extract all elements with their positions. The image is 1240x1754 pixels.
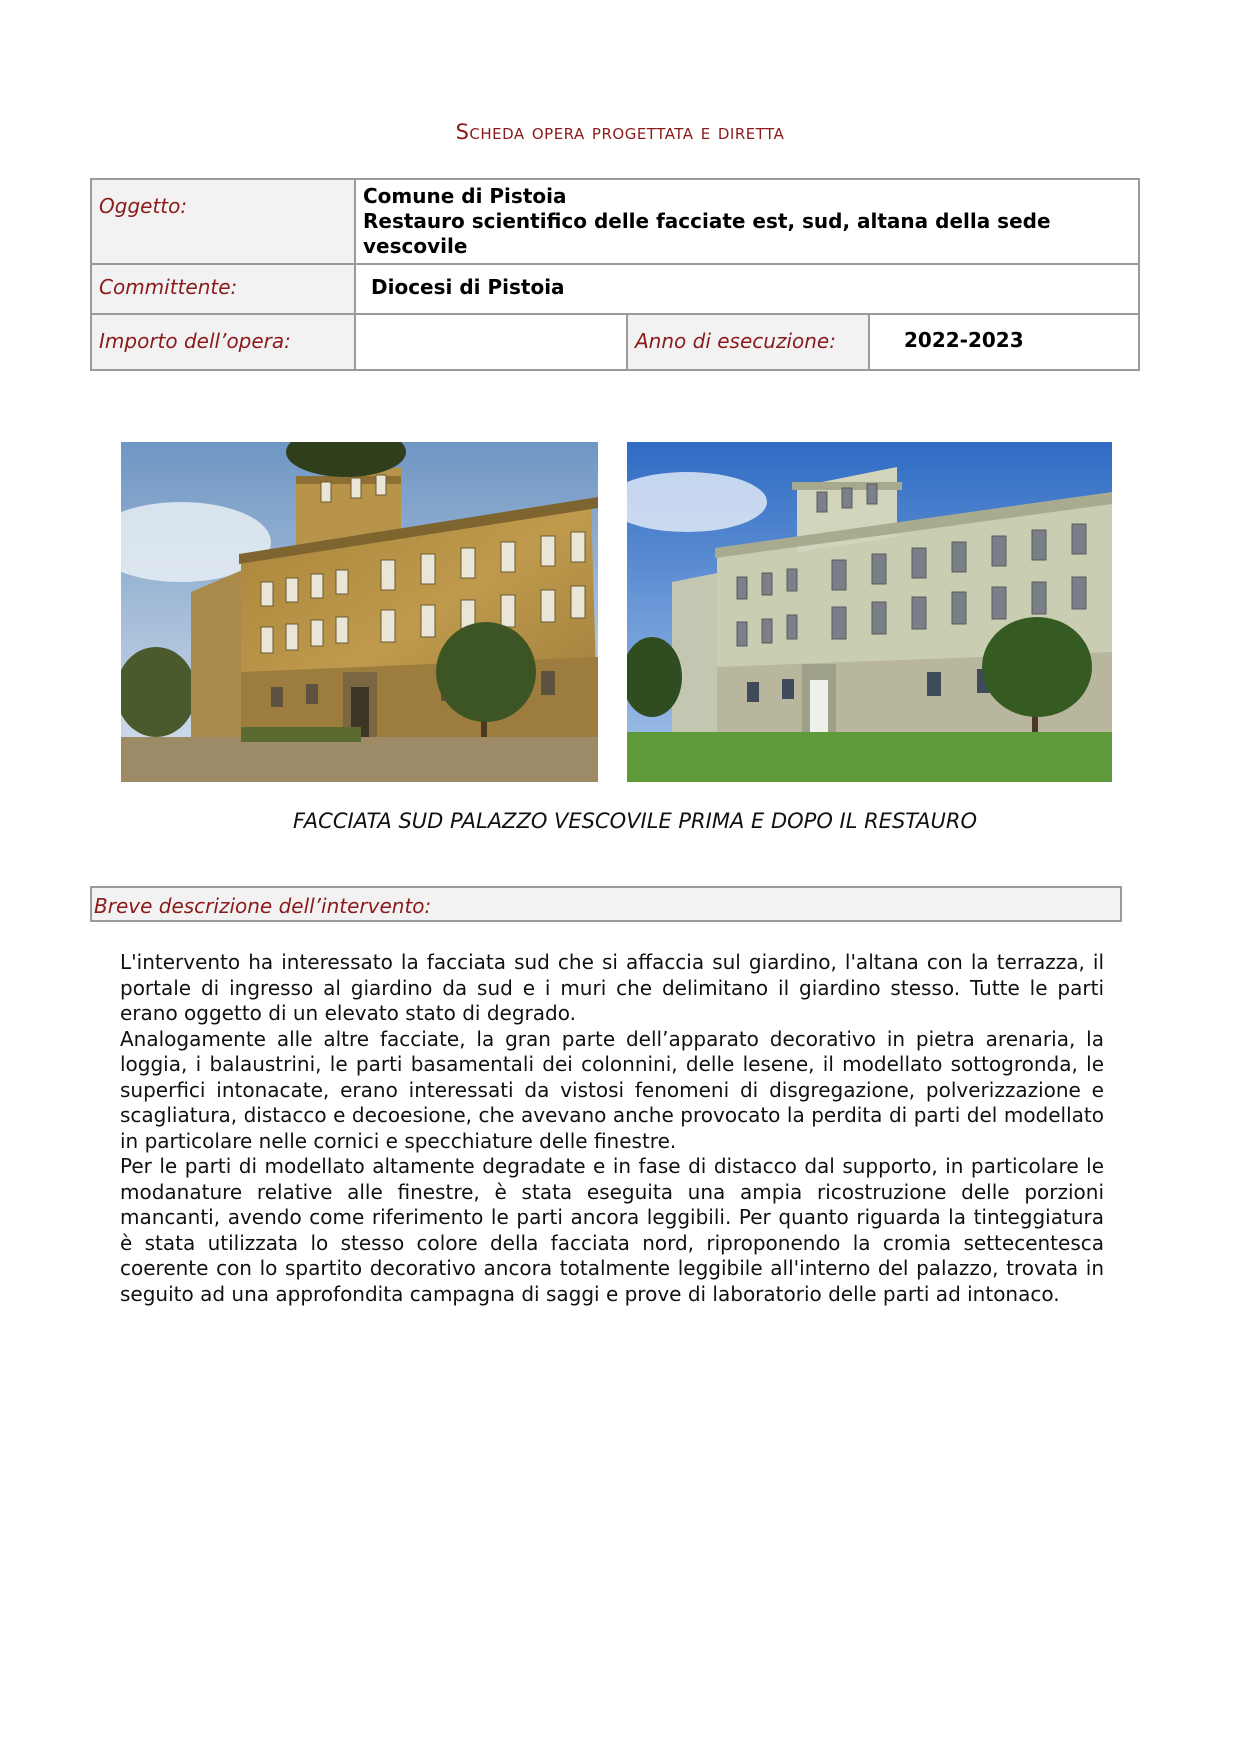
description-paragraph-2: Analogamente alle altre facciate, la gran parte dell’apparato decorativo in pietra arenaria, la loggia, i balaustrini, le parti basamentali dei colonnini, delle lesene, il modellato sottogronda, le superfici intonacate, erano interessati da vistosi fenomeni di disgregazione, polverizzazione e scagliatura, distacco e decoesione, che avevano anche provocato la perdita di parti del modellato in particolare nelle cornici e specchiature delle finestre. xyxy=(120,1026,1104,1153)
oggetto-line2: Restauro scientifico delle facciate est, sud, altana della sede vescovile xyxy=(363,209,1051,258)
importo-value xyxy=(355,314,627,370)
importo-label: Importo dell’opera: xyxy=(91,314,355,370)
photo-before xyxy=(121,442,598,782)
page-title: Scheda opera progettata e diretta xyxy=(455,120,785,144)
committente-value: Diocesi di Pistoia xyxy=(355,264,1139,314)
committente-label: Committente: xyxy=(91,264,355,314)
photo-after xyxy=(627,442,1112,782)
description-paragraph-3: Per le parti di modellato altamente degradate e in fase di distacco dal supporto, in particolare le modanature relative alle finestre, è stata eseguita una ampia ricostruzione delle porzioni mancanti, avendo come riferimento le parti ancora leggibili. Per quanto riguarda la tinteggiatura è stata utilizzata lo stesso colore della facciata nord, riproponendo la cromia settecentesca coerente con lo spartito decorativo ancora totalmente leggibile all'interno del palazzo, trovata in seguito ad una approfondita campagna di saggi e prove di laboratorio delle parti ad intonaco. xyxy=(120,1154,1104,1306)
photo-caption: FACCIATA SUD PALAZZO VESCOVILE PRIMA E DOPO IL RESTAURO xyxy=(292,809,978,833)
oggetto-label: Oggetto: xyxy=(91,179,355,264)
description-heading: Breve descrizione dell’intervento: xyxy=(94,894,432,918)
description-heading-box xyxy=(90,886,1122,922)
photo-pair xyxy=(0,442,1240,782)
project-info-table xyxy=(90,178,1140,371)
anno-label: Anno di esecuzione: xyxy=(627,314,869,370)
oggetto-value xyxy=(355,179,1139,264)
description-paragraph-1: L'intervento ha interessato la facciata sud che si affaccia sul giardino, l'altana con la terrazza, il portale di ingresso al giardino da sud e i muri che delimitano il giardino stesso. Tutte le parti erano oggetto di un elevato stato di degrado. xyxy=(120,950,1104,1025)
anno-value: 2022-2023 xyxy=(869,314,1139,370)
description-body xyxy=(120,950,1104,1307)
oggetto-line1: Comune di Pistoia xyxy=(363,184,567,208)
